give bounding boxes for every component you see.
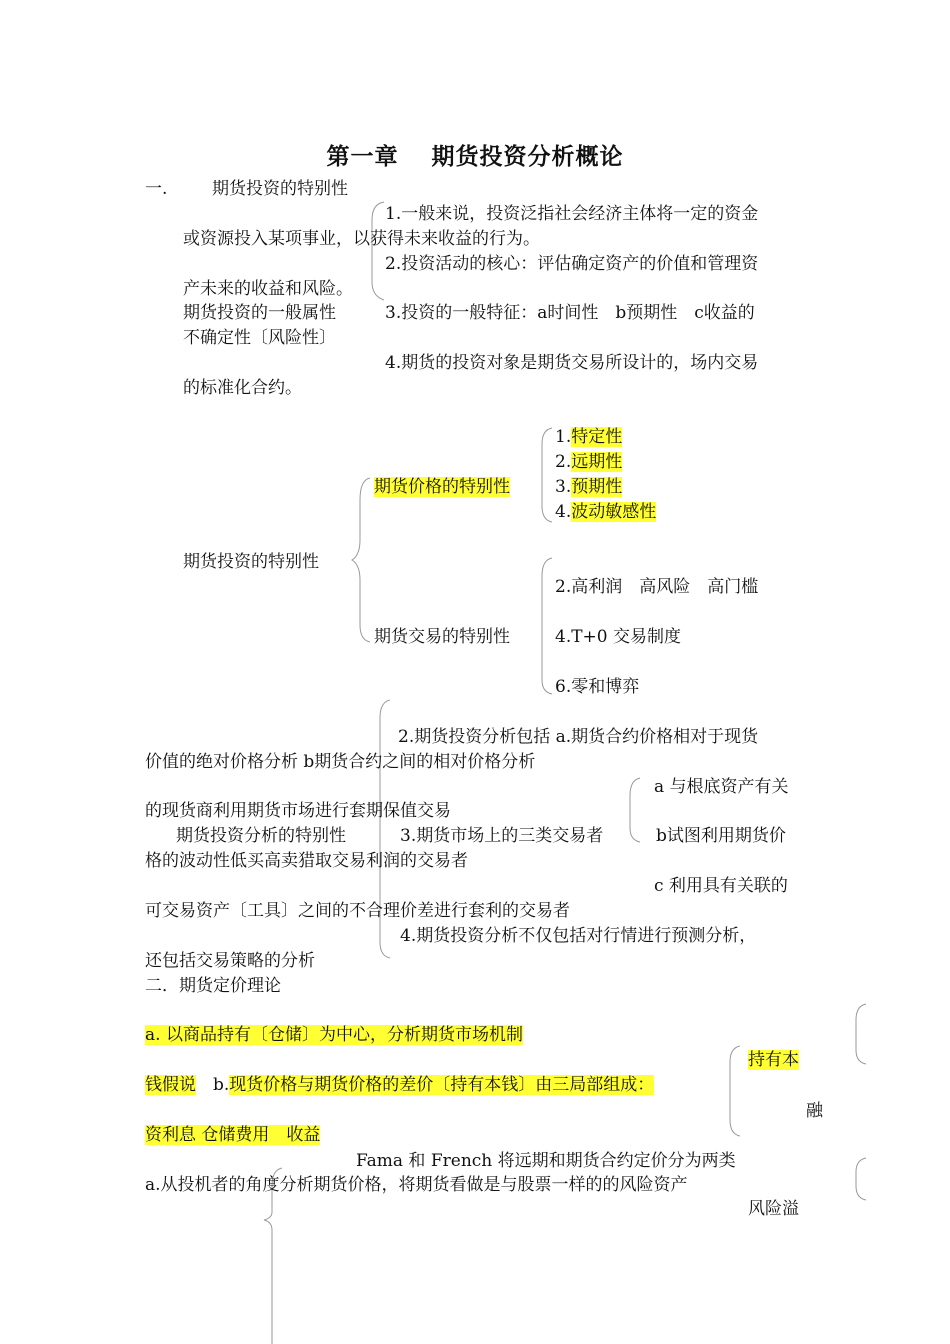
text-line: 2.投资活动的核心：评估确定资产的价值和管理资: [385, 254, 759, 274]
bracket-traders: [630, 778, 640, 842]
text-line: 不确定性〔风险性〕: [183, 328, 336, 348]
page-title: 第一章 期货投资分析概论: [326, 143, 624, 170]
text-line: b试图利用期货价: [656, 826, 786, 846]
text-line: a. 以商品持有〔仓储〕为中心，分析期货市场机制: [145, 1025, 523, 1045]
section2-heading: 二．期货定价理论: [145, 976, 281, 996]
section1-heading: 期货投资的特别性: [212, 179, 348, 199]
text-line: 风险溢: [748, 1199, 799, 1219]
trade-item-2: 4.T+0 交易制度: [555, 627, 682, 647]
bracket-trade-items: [542, 558, 552, 694]
section1-heading-number: 一.: [145, 179, 168, 199]
trade-branch-label: 期货交易的特别性: [374, 627, 510, 647]
text-line: 的标准化合约。: [183, 378, 302, 398]
text-line: 还包括交易策略的分析: [145, 951, 315, 971]
price-item-3: 3.预期性: [555, 477, 623, 497]
price-item-2: 2.远期性: [555, 452, 623, 472]
trade-item-3: 6.零和博弈: [555, 677, 640, 697]
text-line: 钱假说 b.现货价格与期货价格的差价〔持有本钱〕由三局部组成：: [145, 1075, 655, 1095]
text-line: a 与根底资产有关: [654, 777, 789, 797]
text-line: 4.期货的投资对象是期货交易所设计的，场内交易: [385, 353, 759, 373]
text-line: 融: [806, 1101, 823, 1121]
label-general-attributes: 期货投资的一般属性: [183, 303, 336, 323]
price-branch-label: 期货价格的特别性: [374, 477, 510, 497]
bracket-root: [352, 478, 370, 642]
text-line: Fama 和 French 将远期和期货合约定价分为两类: [356, 1151, 736, 1171]
text-line: 格的波动性低买高卖猎取交易利润的交易者: [145, 851, 468, 871]
tree-root-label: 期货投资的特别性: [183, 552, 319, 572]
text-line: 的现货商利用期货市场进行套期保值交易: [145, 801, 451, 821]
text-line: 或资源投入某项事业，以获得未来收益的行为。: [183, 229, 540, 249]
bracket-price-items: [542, 428, 552, 522]
text-line: a.从投机者的角度分析期货价格，将期货看做是与股票一样的的风险资产: [145, 1175, 688, 1195]
label-analysis-specialty: 期货投资分析的特别性: [176, 826, 346, 846]
bracket-carry-left: [730, 1046, 740, 1136]
text-line: 产未来的收益和风险。: [183, 279, 353, 299]
bracket-fama-right: [856, 1158, 866, 1200]
text-line: 2.期货投资分析包括 a.期货合约价格相对于现货: [398, 727, 759, 747]
trade-item-1: 2.高利润 高风险 高门槛: [555, 577, 759, 597]
text-line: 3.期货市场上的三类交易者: [400, 826, 604, 846]
price-item-4: 4.波动敏感性: [555, 502, 657, 522]
text-line: 3.投资的一般特征：a时间性 b预期性 c收益的: [385, 303, 755, 323]
price-item-1: 1.特定性: [555, 427, 623, 447]
text-line: 价值的绝对价格分析 b期货合约之间的相对价格分析: [145, 752, 536, 772]
text-line: 1.一般来说，投资泛指社会经济主体将一定的资金: [385, 204, 759, 224]
text-line: 4.期货投资分析不仅包括对行情进行预测分析，: [400, 926, 757, 946]
text-line: 资利息 仓储费用 收益: [145, 1125, 321, 1145]
text-line: 可交易资产〔工具〕之间的不合理价差进行套利的交易者: [145, 901, 570, 921]
text-line: 持有本: [748, 1050, 799, 1070]
text-line: c 利用具有关联的: [654, 876, 788, 896]
bracket-general: [372, 202, 384, 300]
bracket-carry-right: [856, 1004, 866, 1064]
